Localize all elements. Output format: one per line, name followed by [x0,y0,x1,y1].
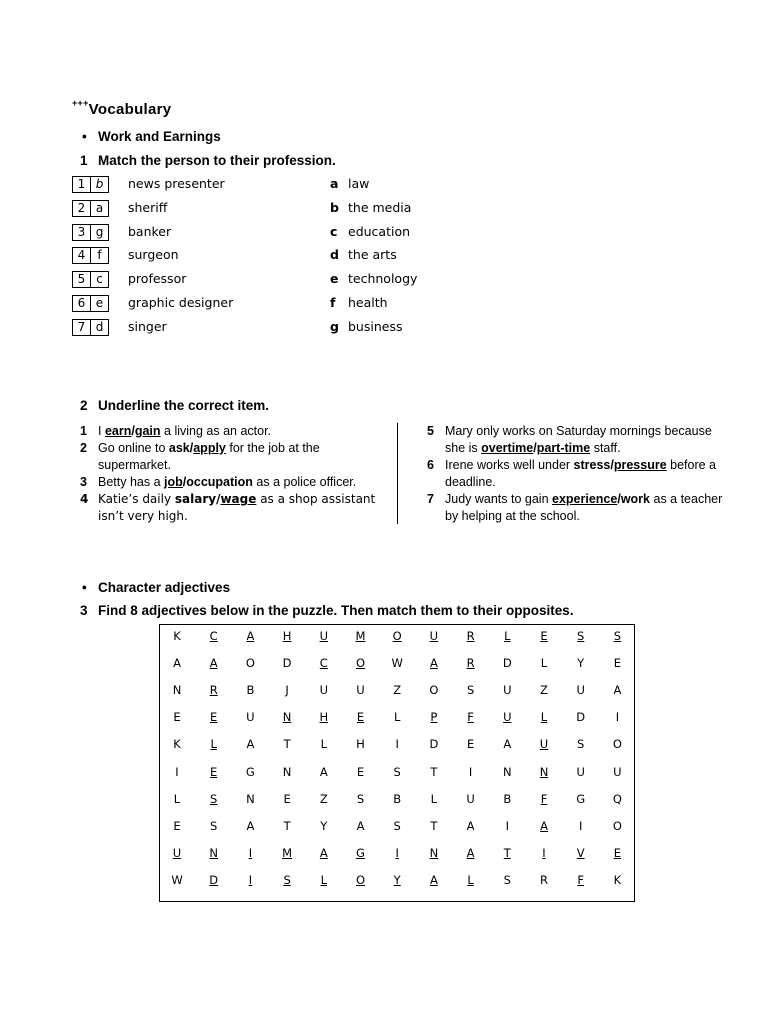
puzzle-letter[interactable]: C [319,656,328,671]
puzzle-letter[interactable]: D [209,872,219,887]
exercise-item: 1 I earn/gain a living as an actor. [80,424,272,438]
correct-answer: apply [193,441,226,455]
puzzle-letter[interactable]: O [392,629,402,643]
puzzle-letter[interactable]: L [430,791,438,806]
person-label: singer [128,318,167,334]
profession-label: business [348,318,403,334]
puzzle-letter[interactable]: G [245,764,255,779]
puzzle-letter[interactable]: N [282,710,292,725]
puzzle-letter[interactable]: I [248,872,253,887]
item-number-box: 1 [72,176,91,193]
puzzle-letter[interactable]: F [540,791,548,806]
person-label: graphic designer [128,295,234,310]
section-heading: Character adjectives [98,580,231,595]
puzzle-letter[interactable]: I [175,764,179,779]
option-letter: b [330,199,339,215]
page-title [72,100,171,118]
match-row [72,176,452,196]
puzzle-letter[interactable]: R [540,872,548,887]
puzzle-letter[interactable]: P [430,710,438,725]
puzzle-letter[interactable]: D [282,656,292,671]
correct-answer: pressure [613,458,667,472]
puzzle-letter[interactable]: U [576,683,585,698]
item-number-box: 6 [72,295,91,312]
puzzle-letter[interactable]: N [429,845,439,860]
profession-label: technology [348,271,418,287]
puzzle-letter[interactable]: J [285,683,289,698]
bullet-icon: • [82,580,87,595]
puzzle-letter[interactable]: K [173,737,181,752]
puzzle-letter[interactable]: S [503,872,511,887]
answer-box[interactable]: b [90,176,109,193]
puzzle-letter[interactable]: O [355,872,366,887]
option-letter: g [330,318,339,334]
puzzle-letter[interactable]: S [283,872,291,887]
puzzle-letter[interactable]: N [172,683,182,698]
puzzle-letter[interactable]: S [356,791,365,806]
puzzle-letter[interactable]: T [283,818,291,833]
match-row [72,247,452,267]
puzzle-letter[interactable]: I [505,818,509,833]
puzzle-letter[interactable]: U [576,764,585,779]
puzzle-letter[interactable]: I [542,845,546,860]
task-text: Find 8 adjectives below in the puzzle. Then match them to their opposites. [98,603,574,618]
puzzle-letter[interactable]: B [246,683,255,698]
puzzle-letter[interactable]: D [576,710,586,725]
answer-box[interactable]: d [90,319,109,336]
puzzle-letter[interactable]: N [246,791,255,806]
option-letter: c [330,223,338,239]
puzzle-letter[interactable]: E [356,710,365,725]
puzzle-letter[interactable]: D [502,656,512,671]
profession-label: the media [348,199,412,215]
puzzle-letter[interactable]: S [577,629,585,643]
exercise-item: 3 Betty has a job/occupation as a police officer. [80,475,357,489]
puzzle-letter[interactable]: U [356,683,365,698]
puzzle-letter[interactable]: A [503,737,512,752]
puzzle-letter[interactable]: L [540,656,548,671]
profession-label: the arts [348,247,397,263]
option-letter: d [330,247,339,263]
puzzle-letter[interactable]: B [393,791,402,806]
puzzle-letter[interactable]: A [246,818,255,833]
section-heading: Work and Earnings [98,129,221,144]
puzzle-letter[interactable]: E [613,656,622,671]
exercise-item: 6 Irene works well under stress/pressure before a deadline. [427,458,717,489]
bullet-icon: • [82,129,87,144]
puzzle-letter[interactable]: A [429,656,438,671]
match-row [72,200,452,220]
profession-label: law [348,176,370,191]
option-letter: f [330,295,336,310]
puzzle-letter[interactable]: L [210,737,217,752]
puzzle-letter[interactable]: L [320,737,327,752]
puzzle-letter[interactable]: T [503,845,511,860]
puzzle-letter[interactable]: L [393,710,401,725]
puzzle-letter[interactable]: E [210,764,218,779]
puzzle-letter[interactable]: A [613,683,622,698]
puzzle-letter[interactable]: A [173,656,181,671]
puzzle-letter[interactable]: F [577,872,584,887]
puzzle-letter[interactable]: U [503,710,512,725]
section-work-earnings [82,129,221,144]
exercise-item: 5 Mary only works on Saturday mornings because she is overtime/part-time staff. [427,424,712,455]
option-letter: e [330,271,339,287]
puzzle-letter[interactable]: U [539,737,549,752]
match-row [72,295,452,315]
answer-box[interactable]: g [90,224,109,241]
puzzle-letter[interactable]: Q [612,791,622,806]
puzzle-letter[interactable]: K [613,872,622,887]
puzzle-letter[interactable]: R [466,629,475,643]
puzzle-letter[interactable]: S [393,764,401,779]
section-character-adjectives [82,580,230,595]
puzzle-letter[interactable]: A [466,845,475,860]
puzzle-letter[interactable]: A [356,818,365,833]
puzzle-letter[interactable]: T [283,737,291,752]
puzzle-letter[interactable]: O [612,737,622,752]
exercise-2-left-column [80,423,380,525]
title-text: Vocabulary [88,101,172,118]
puzzle-letter[interactable]: E [283,791,291,806]
puzzle-letter[interactable]: A [319,764,328,779]
puzzle-letter[interactable]: N [209,845,218,860]
puzzle-letter[interactable]: I [468,764,473,779]
puzzle-letter[interactable]: E [356,764,365,779]
puzzle-letter[interactable]: R [466,656,475,671]
puzzle-letter[interactable]: O [612,818,622,833]
puzzle-letter[interactable]: L [504,629,511,643]
puzzle-letter[interactable]: L [173,791,181,806]
puzzle-letter[interactable]: Y [393,872,401,887]
puzzle-letter[interactable]: E [540,629,548,643]
person-label: news presenter [128,176,225,191]
puzzle-letter[interactable]: S [466,683,475,698]
puzzle-letter[interactable]: R [209,683,218,698]
person-label: professor [128,271,187,287]
puzzle-letter[interactable]: M [355,629,366,643]
item-number-box: 5 [72,271,91,288]
profession-label: education [348,223,411,239]
correct-answer: experience [552,492,618,506]
task-text: Underline the correct item. [98,398,270,413]
task-1-instruction [80,153,336,168]
puzzle-letter[interactable]: Z [319,791,328,806]
puzzle-letter[interactable]: I [395,737,399,752]
puzzle-letter[interactable]: A [209,656,218,671]
task-text: Match the person to their profession. [98,153,336,168]
person-label: surgeon [128,247,179,263]
puzzle-letter[interactable]: U [246,710,255,725]
match-row [72,271,452,291]
puzzle-letter[interactable]: Z [393,683,402,698]
item-number-box: 4 [72,247,91,264]
task-2-instruction [80,398,269,413]
puzzle-letter[interactable]: U [613,764,622,779]
puzzle-letter[interactable]: W [391,656,403,671]
correct-answer: part-time [536,441,591,455]
puzzle-letter[interactable]: W [171,872,183,887]
puzzle-letter[interactable]: Z [540,683,548,698]
puzzle-letter[interactable]: A [319,845,328,860]
correct-answer: job [164,475,183,489]
puzzle-letter[interactable]: M [282,845,293,860]
task-number: 1 [80,153,88,168]
exercise-item: 2 Go online to ask/apply for the job at the supermarket. [80,441,320,472]
puzzle-letter[interactable]: O [429,683,439,698]
puzzle-letter[interactable]: A [466,818,475,833]
puzzle-letter[interactable]: L [540,710,548,725]
puzzle-letter[interactable]: A [246,737,255,752]
puzzle-letter[interactable]: E [173,710,181,725]
puzzle-letter[interactable]: H [356,737,365,752]
puzzle-letter[interactable]: G [356,845,365,860]
puzzle-letter[interactable]: U [319,683,328,698]
correct-answer: wage [220,492,257,506]
puzzle-letter[interactable]: O [355,656,366,671]
puzzle-letter[interactable]: H [319,710,329,725]
puzzle-letter[interactable]: I [248,845,253,860]
puzzle-letter[interactable]: I [615,710,620,725]
puzzle-letter[interactable]: U [429,629,439,643]
puzzle-letter[interactable]: L [467,872,474,887]
puzzle-letter[interactable]: U [466,791,475,806]
match-row [72,224,452,244]
answer-box[interactable]: c [90,271,109,288]
puzzle-letter[interactable]: O [245,656,255,671]
puzzle-letter[interactable]: A [246,629,255,643]
exercise-2-right-column [427,423,727,525]
correct-answer: earn [104,424,132,438]
item-number-box: 3 [72,224,91,241]
answer-box[interactable]: a [90,200,109,217]
task-3-instruction [80,603,574,618]
exercise-item: 7 Judy wants to gain experience/work as a teacher by helping at the school. [427,492,723,523]
puzzle-letter[interactable]: F [467,710,474,725]
task-number: 3 [80,603,88,618]
puzzle-letter[interactable]: U [172,845,182,860]
puzzle-letter[interactable]: G [576,791,586,806]
task-number: 2 [80,398,88,413]
puzzle-letter[interactable]: Y [577,656,585,671]
puzzle-letter[interactable]: I [395,845,399,860]
correct-answer: gain [134,424,161,438]
puzzle-letter[interactable]: E [466,737,475,752]
item-number-box: 7 [72,319,91,336]
puzzle-letter[interactable]: T [430,818,438,833]
profession-label: health [348,295,388,310]
puzzle-letter[interactable]: H [282,629,292,643]
puzzle-letter[interactable]: C [209,629,218,643]
correct-answer: overtime [481,441,534,455]
match-row [72,319,452,339]
puzzle-letter[interactable]: T [430,764,438,779]
puzzle-letter[interactable]: S [577,737,585,752]
puzzle-letter[interactable]: B [503,791,512,806]
puzzle-letter[interactable]: S [613,629,622,643]
puzzle-letter[interactable]: N [502,764,512,779]
exercise-item: 4 Katie’s daily salary/wage as a shop assistant isn’t very high. [80,492,376,523]
puzzle-letter[interactable]: E [210,710,218,725]
person-label: banker [128,223,172,239]
puzzle-letter[interactable]: V [576,845,585,860]
puzzle-letter[interactable]: S [393,818,401,833]
option-letter: a [330,176,339,191]
puzzle-letter[interactable]: D [429,737,439,752]
puzzle-letter[interactable]: L [320,872,327,887]
puzzle-letter[interactable]: N [539,764,549,779]
puzzle-letter[interactable]: E [173,818,181,833]
answer-box[interactable]: e [90,295,109,312]
puzzle-letter[interactable]: S [210,818,218,833]
puzzle-letter[interactable]: U [503,683,512,698]
puzzle-letter[interactable]: K [173,629,181,643]
puzzle-letter[interactable]: A [429,872,438,887]
puzzle-letter[interactable]: A [540,818,548,833]
puzzle-letter[interactable]: E [613,845,622,860]
puzzle-letter[interactable]: N [282,764,292,779]
puzzle-letter[interactable]: U [319,629,328,643]
puzzle-letter[interactable]: S [210,791,218,806]
word-search-grid [159,624,635,902]
item-number-box: 2 [72,200,91,217]
title-mark: +++ [72,98,89,108]
column-divider [397,423,398,524]
puzzle-letter[interactable]: I [578,818,583,833]
answer-box[interactable]: f [90,247,109,264]
person-label: sheriff [128,199,168,215]
puzzle-letter[interactable]: Y [320,818,328,833]
